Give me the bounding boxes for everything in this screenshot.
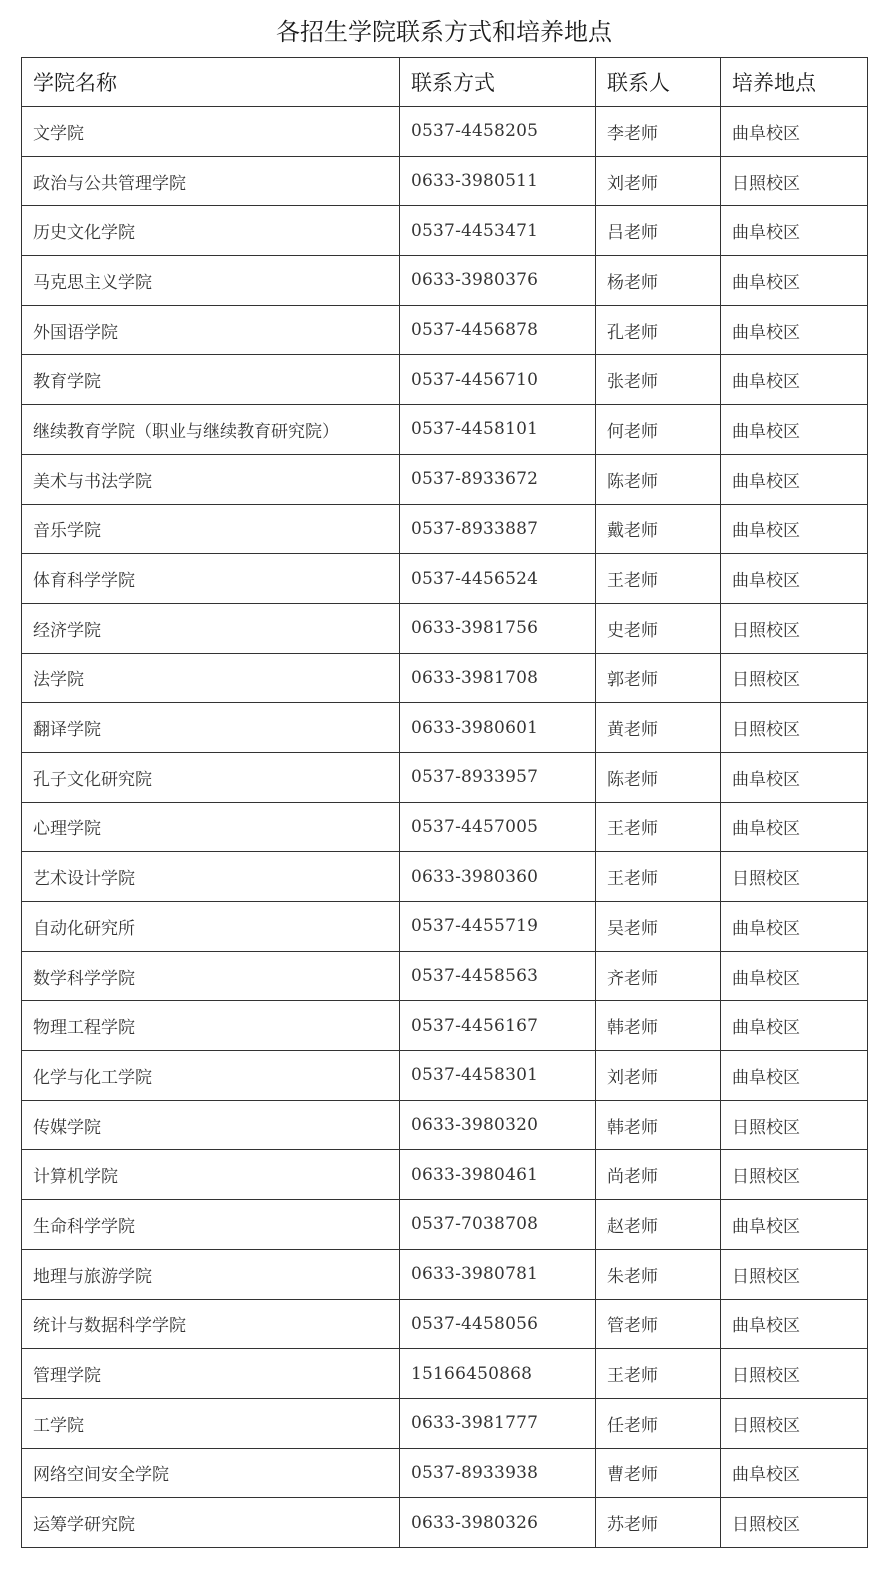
column-header-campus: 培养地点 (721, 58, 868, 107)
college-cell: 传媒学院 (22, 1100, 400, 1150)
contact-cell: 刘老师 (596, 1051, 721, 1101)
contact-cell: 韩老师 (596, 1100, 721, 1150)
campus-cell: 日照校区 (721, 1249, 868, 1299)
contact-cell: 李老师 (596, 107, 721, 157)
campus-cell: 曲阜校区 (721, 1448, 868, 1498)
phone-cell: 0537-4457005 (400, 802, 596, 852)
contact-cell: 韩老师 (596, 1001, 721, 1051)
contact-cell: 吴老师 (596, 902, 721, 952)
phone-cell: 0633-3980511 (400, 156, 596, 206)
campus-cell: 曲阜校区 (721, 355, 868, 405)
phone-cell: 0633-3981777 (400, 1398, 596, 1448)
contact-cell: 管老师 (596, 1299, 721, 1349)
table-row (22, 1150, 868, 1200)
college-cell: 文学院 (22, 107, 400, 157)
table-row (22, 603, 868, 653)
college-cell: 自动化研究所 (22, 902, 400, 952)
campus-cell: 日照校区 (721, 852, 868, 902)
page-title: 各招生学院联系方式和培养地点 (276, 18, 612, 46)
table-row (22, 1100, 868, 1150)
table-row (22, 1249, 868, 1299)
college-cell: 统计与数据科学学院 (22, 1299, 400, 1349)
college-cell: 物理工程学院 (22, 1001, 400, 1051)
phone-cell: 0537-8933887 (400, 504, 596, 554)
contact-cell: 吕老师 (596, 206, 721, 256)
contact-cell: 黄老师 (596, 703, 721, 753)
table-row (22, 554, 868, 604)
table-row (22, 305, 868, 355)
college-cell: 翻译学院 (22, 703, 400, 753)
contact-cell: 戴老师 (596, 504, 721, 554)
table-row (22, 852, 868, 902)
phone-cell: 0537-8933938 (400, 1448, 596, 1498)
table-body (22, 107, 868, 1548)
contact-cell: 赵老师 (596, 1200, 721, 1250)
table-row (22, 1349, 868, 1399)
college-cell: 音乐学院 (22, 504, 400, 554)
campus-cell: 日照校区 (721, 156, 868, 206)
phone-cell: 0633-3980781 (400, 1249, 596, 1299)
college-cell: 政治与公共管理学院 (22, 156, 400, 206)
phone-cell: 0537-4456167 (400, 1001, 596, 1051)
contact-cell: 张老师 (596, 355, 721, 405)
table-row (22, 206, 868, 256)
column-header-contact: 联系人 (596, 58, 721, 107)
contact-cell: 齐老师 (596, 951, 721, 1001)
header-row (22, 58, 868, 107)
contact-cell: 陈老师 (596, 752, 721, 802)
phone-cell: 0537-4456524 (400, 554, 596, 604)
campus-cell: 曲阜校区 (721, 206, 868, 256)
table-row (22, 1498, 868, 1548)
contact-cell: 尚老师 (596, 1150, 721, 1200)
table-row (22, 653, 868, 703)
phone-cell: 0537-4458205 (400, 107, 596, 157)
college-cell: 经济学院 (22, 603, 400, 653)
phone-cell: 0537-4455719 (400, 902, 596, 952)
contact-cell: 杨老师 (596, 256, 721, 306)
table-row (22, 703, 868, 753)
phone-cell: 0633-3980320 (400, 1100, 596, 1150)
table-row (22, 256, 868, 306)
college-cell: 法学院 (22, 653, 400, 703)
phone-cell: 0633-3980360 (400, 852, 596, 902)
phone-cell: 0537-4458056 (400, 1299, 596, 1349)
contact-cell: 孔老师 (596, 305, 721, 355)
table-row (22, 156, 868, 206)
campus-cell: 曲阜校区 (721, 405, 868, 455)
contact-cell: 王老师 (596, 852, 721, 902)
phone-cell: 15166450868 (400, 1349, 596, 1399)
campus-cell: 曲阜校区 (721, 305, 868, 355)
table-row (22, 504, 868, 554)
college-cell: 孔子文化研究院 (22, 752, 400, 802)
college-cell: 工学院 (22, 1398, 400, 1448)
contact-cell: 何老师 (596, 405, 721, 455)
phone-cell: 0633-3981756 (400, 603, 596, 653)
campus-cell: 日照校区 (721, 1398, 868, 1448)
campus-cell: 曲阜校区 (721, 951, 868, 1001)
college-cell: 美术与书法学院 (22, 454, 400, 504)
campus-cell: 日照校区 (721, 1349, 868, 1399)
college-cell: 马克思主义学院 (22, 256, 400, 306)
table-row (22, 951, 868, 1001)
college-cell: 历史文化学院 (22, 206, 400, 256)
campus-cell: 曲阜校区 (721, 902, 868, 952)
contact-cell: 任老师 (596, 1398, 721, 1448)
contact-cell: 郭老师 (596, 653, 721, 703)
campus-cell: 曲阜校区 (721, 1200, 868, 1250)
contact-cell: 王老师 (596, 1349, 721, 1399)
phone-cell: 0537-4458101 (400, 405, 596, 455)
phone-cell: 0633-3980376 (400, 256, 596, 306)
college-cell: 外国语学院 (22, 305, 400, 355)
college-cell: 继续教育学院（职业与继续教育研究院） (22, 405, 400, 455)
contact-cell: 朱老师 (596, 1249, 721, 1299)
campus-cell: 日照校区 (721, 1498, 868, 1548)
campus-cell: 日照校区 (721, 1150, 868, 1200)
phone-cell: 0537-4453471 (400, 206, 596, 256)
table-row (22, 107, 868, 157)
table-row (22, 1299, 868, 1349)
contact-cell: 陈老师 (596, 454, 721, 504)
contact-cell: 曹老师 (596, 1448, 721, 1498)
college-cell: 网络空间安全学院 (22, 1448, 400, 1498)
phone-cell: 0537-8933672 (400, 454, 596, 504)
campus-cell: 曲阜校区 (721, 1001, 868, 1051)
column-header-college: 学院名称 (22, 58, 400, 107)
phone-cell: 0537-4458563 (400, 951, 596, 1001)
campus-cell: 曲阜校区 (721, 1299, 868, 1349)
campus-cell: 曲阜校区 (721, 752, 868, 802)
campus-cell: 日照校区 (721, 1100, 868, 1150)
table-row (22, 405, 868, 455)
college-cell: 运筹学研究院 (22, 1498, 400, 1548)
phone-cell: 0537-4458301 (400, 1051, 596, 1101)
table-row (22, 1448, 868, 1498)
phone-cell: 0537-7038708 (400, 1200, 596, 1250)
contact-cell: 王老师 (596, 802, 721, 852)
table-row (22, 902, 868, 952)
contact-cell: 刘老师 (596, 156, 721, 206)
contact-cell: 王老师 (596, 554, 721, 604)
college-cell: 地理与旅游学院 (22, 1249, 400, 1299)
contacts-table (21, 57, 868, 1548)
phone-cell: 0633-3980601 (400, 703, 596, 753)
table-row (22, 752, 868, 802)
campus-cell: 日照校区 (721, 603, 868, 653)
college-cell: 化学与化工学院 (22, 1051, 400, 1101)
college-cell: 体育科学学院 (22, 554, 400, 604)
campus-cell: 曲阜校区 (721, 107, 868, 157)
table-row (22, 1200, 868, 1250)
table-row (22, 355, 868, 405)
phone-cell: 0537-4456878 (400, 305, 596, 355)
phone-cell: 0633-3981708 (400, 653, 596, 703)
table-row (22, 1051, 868, 1101)
campus-cell: 曲阜校区 (721, 1051, 868, 1101)
college-cell: 教育学院 (22, 355, 400, 405)
phone-cell: 0537-8933957 (400, 752, 596, 802)
campus-cell: 曲阜校区 (721, 256, 868, 306)
campus-cell: 曲阜校区 (721, 554, 868, 604)
college-cell: 计算机学院 (22, 1150, 400, 1200)
college-cell: 艺术设计学院 (22, 852, 400, 902)
college-cell: 生命科学学院 (22, 1200, 400, 1250)
contact-cell: 史老师 (596, 603, 721, 653)
contact-cell: 苏老师 (596, 1498, 721, 1548)
college-cell: 管理学院 (22, 1349, 400, 1399)
campus-cell: 曲阜校区 (721, 802, 868, 852)
table-row (22, 1398, 868, 1448)
phone-cell: 0537-4456710 (400, 355, 596, 405)
college-cell: 数学科学学院 (22, 951, 400, 1001)
phone-cell: 0633-3980326 (400, 1498, 596, 1548)
table-row (22, 802, 868, 852)
campus-cell: 日照校区 (721, 703, 868, 753)
campus-cell: 曲阜校区 (721, 504, 868, 554)
column-header-phone: 联系方式 (400, 58, 596, 107)
phone-cell: 0633-3980461 (400, 1150, 596, 1200)
college-cell: 心理学院 (22, 802, 400, 852)
campus-cell: 日照校区 (721, 653, 868, 703)
campus-cell: 曲阜校区 (721, 454, 868, 504)
table-row (22, 454, 868, 504)
table-row (22, 1001, 868, 1051)
